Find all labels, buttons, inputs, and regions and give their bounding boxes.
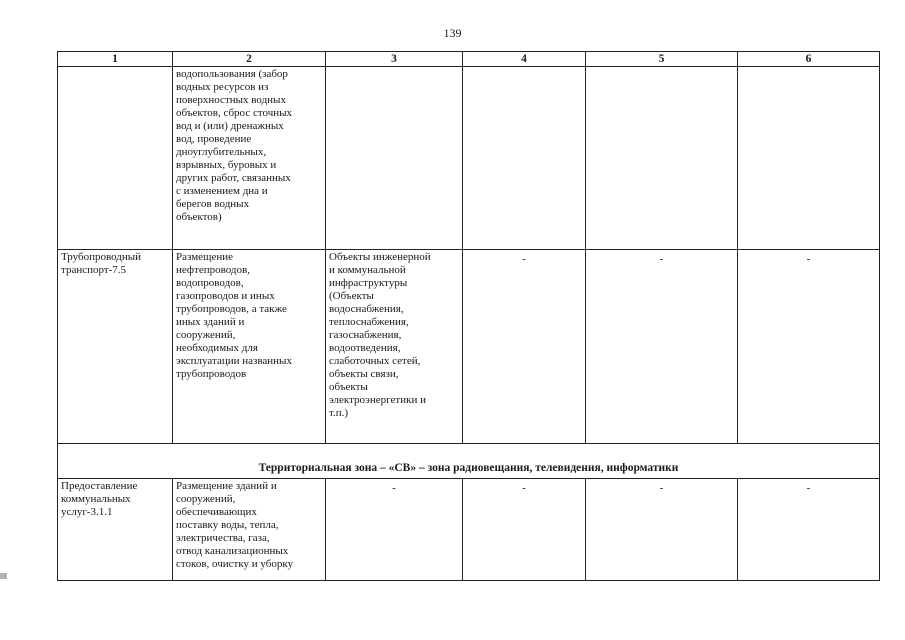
zone-heading-row	[58, 444, 880, 479]
cell-objects: -	[326, 479, 463, 581]
cell-col4	[463, 67, 586, 250]
cell-col5	[586, 67, 738, 250]
cell-use-name: Предоставление коммунальных услуг-3.1.1	[58, 479, 173, 581]
cell-col4: -	[463, 250, 586, 444]
cell-col5: -	[586, 250, 738, 444]
cell-use-name	[58, 67, 173, 250]
column-header-6: 6	[738, 52, 880, 67]
column-header-3: 3	[326, 52, 463, 67]
cell-description: водопользования (забор водных ресурсов из поверхностных водных объектов, сброс сточных вод и (или) дренажных вод, проведение дноуглубительных, взрывных, буровых и других работ, связанных с изменением дна и берегов водных объектов)	[173, 67, 326, 250]
column-header-4: 4	[463, 52, 586, 67]
table-row	[58, 67, 880, 250]
page-number: 139	[443, 26, 462, 40]
cell-col6: -	[738, 479, 880, 581]
cell-col4: -	[463, 479, 586, 581]
table-row	[58, 479, 880, 581]
column-header-5: 5	[586, 52, 738, 67]
table-header-row	[58, 52, 880, 67]
cell-col5: -	[586, 479, 738, 581]
land-use-table	[57, 51, 880, 581]
scan-edge-mark	[0, 573, 7, 579]
cell-objects	[326, 67, 463, 250]
cell-objects: Объекты инженерной и коммунальной инфраструктуры (Объекты водоснабжения, теплоснабжения, газоснабжения, водоотведения, слаботочных сетей, объекты связи, объекты электроэнергетики и т.п.)	[326, 250, 463, 444]
table-row	[58, 250, 880, 444]
cell-description: Размещение нефтепроводов, водопроводов, газопроводов и иных трубопроводов, а также иных зданий и сооружений, необходимых для эксплуатации названных трубопроводов	[173, 250, 326, 444]
column-header-2: 2	[173, 52, 326, 67]
cell-col6: -	[738, 250, 880, 444]
column-header-1: 1	[58, 52, 173, 67]
zone-title: Территориальная зона – «СВ» – зона радиовещания, телевидения, информатики	[58, 444, 880, 479]
cell-col6	[738, 67, 880, 250]
cell-use-name: Трубопроводный транспорт-7.5	[58, 250, 173, 444]
cell-description: Размещение зданий и сооружений, обеспечивающих поставку воды, тепла, электричества, газа, отвод канализационных стоков, очистку и уборку	[173, 479, 326, 581]
